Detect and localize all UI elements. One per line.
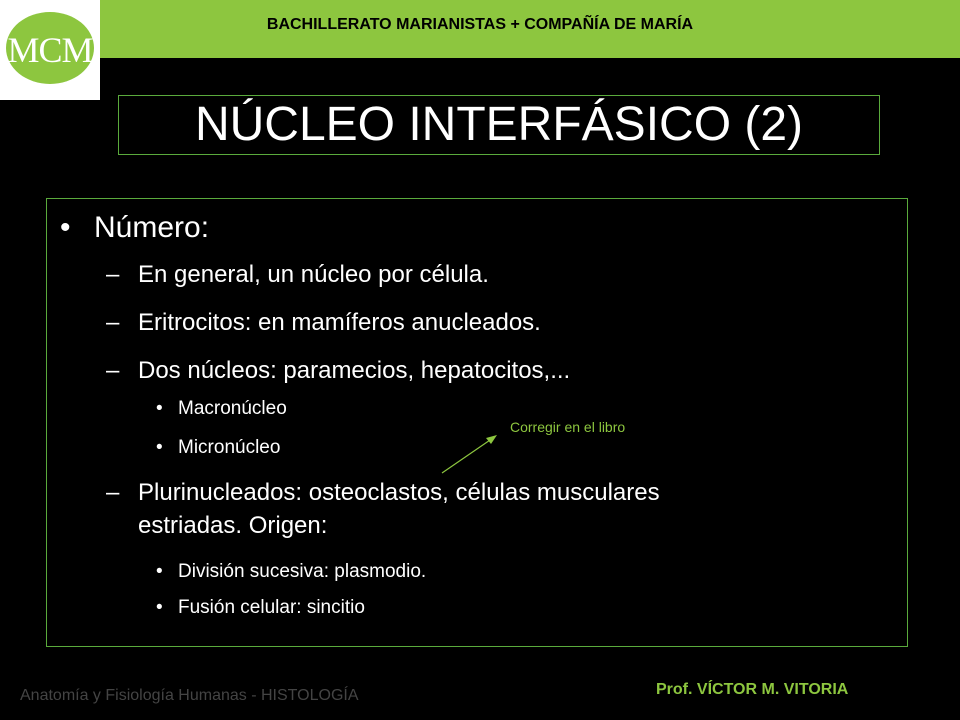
bullet-marker: • [156, 597, 163, 618]
course-footer: Anatomía y Fisiología Humanas - HISTOLOGÍA [20, 687, 359, 704]
dash-marker: – [106, 479, 120, 506]
dash-marker: – [106, 357, 120, 384]
slide-title: NÚCLEO INTERFÁSICO (2) [194, 98, 804, 151]
list-item: En general, un núcleo por célula. [138, 261, 489, 288]
heading-numero: Número: [94, 211, 210, 244]
logo [0, 0, 100, 100]
list-item: Dos núcleos: paramecios, hepatocitos,... [138, 357, 571, 384]
list-item: Eritrocitos: en mamíferos anucleados. [138, 309, 541, 336]
list-item: Plurinucleados: osteoclastos, células musculares [138, 479, 660, 506]
author-footer: Prof. VÍCTOR M. VITORIA [656, 681, 849, 698]
bullet-marker: • [60, 211, 71, 244]
bullet-marker: • [156, 437, 163, 458]
dash-marker: – [106, 309, 120, 336]
bullet-marker: • [156, 561, 163, 582]
dash-marker: – [106, 261, 120, 288]
sub-list-item: División sucesiva: plasmodio. [178, 561, 427, 582]
school-header: BACHILLERATO MARIANISTAS + COMPAÑÍA DE MARÍA [266, 16, 694, 33]
annotation-note: Corregir en el libro [510, 419, 626, 435]
list-item-continuation: estriadas. Origen: [138, 512, 328, 539]
sub-list-item: Micronúcleo [178, 437, 281, 458]
logo-text: MCM [7, 30, 93, 70]
sub-list-item: Fusión celular: sincitio [178, 597, 365, 618]
bullet-marker: • [156, 398, 163, 419]
sub-list-item: Macronúcleo [178, 398, 287, 419]
